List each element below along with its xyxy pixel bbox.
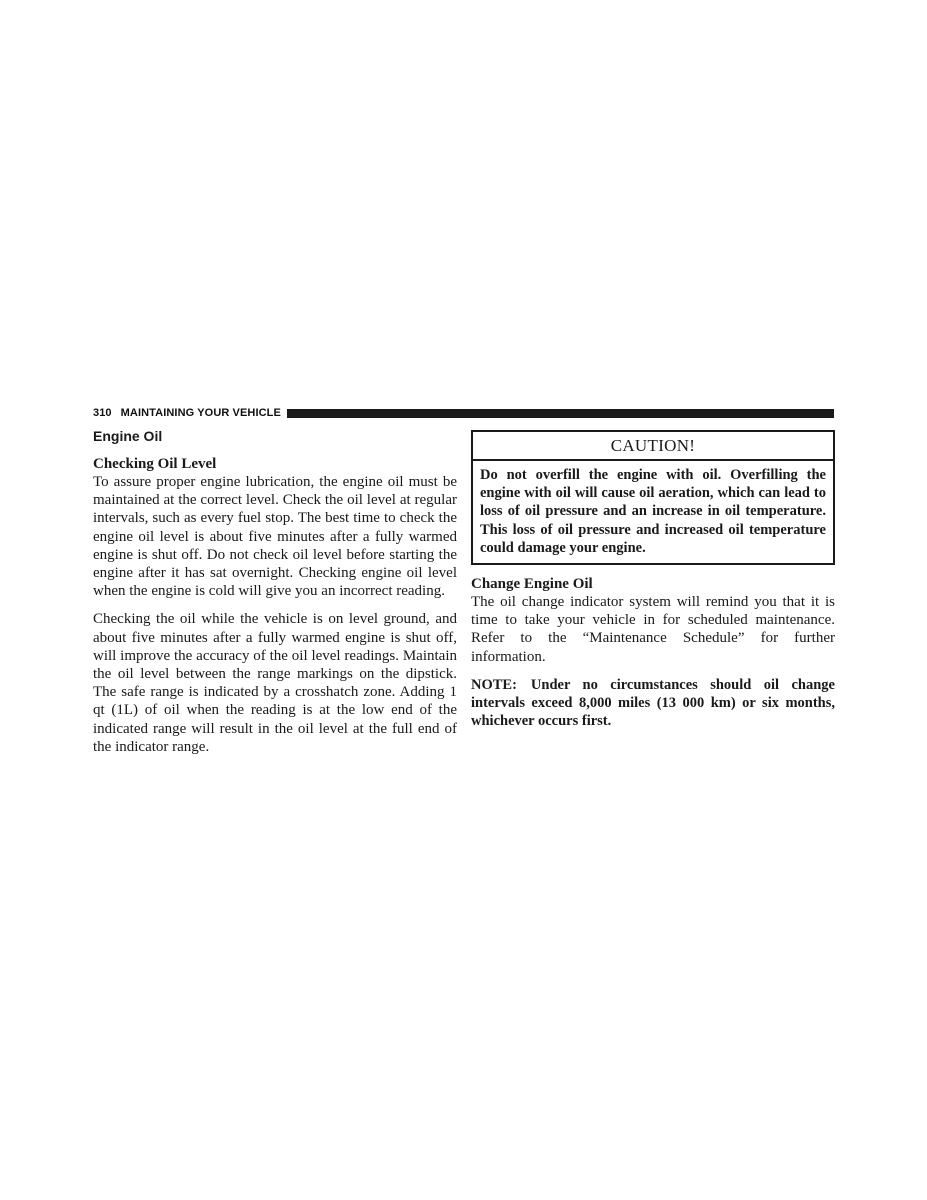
engine-oil-heading: Engine Oil: [93, 428, 163, 444]
caution-title: CAUTION!: [473, 432, 833, 461]
header-rule: [287, 409, 834, 418]
note-label: NOTE:: [471, 676, 517, 693]
checking-oil-paragraph-1: To assure proper engine lubrication, the engine oil must be maintained at the correct level. Check the oil level at regular intervals, such as every fuel stop. The best time to check the engine oil level is about five minutes after a fully warmed engine is shut off. Do not check oil level before starting the engine after it has sat overnight. Checking engine oil level when the engine is cold will give you an incorrect reading.: [93, 474, 457, 600]
note-text: Under no circumstances should oil change intervals exceed 8,000 miles (13 000 km) or six months, whichever occurs first.: [471, 676, 835, 730]
left-column: [93, 428, 457, 756]
checking-oil-paragraph-2: Checking the oil while the vehicle is on level ground, and about five minutes after a fully warmed engine is shut off, will improve the accuracy of the oil level readings. Maintain the oil level between the range markings on the dipstick. The safe range is indicated by a crosshatch zone. Adding 1 qt (1L) of oil when the reading is at the low end of the indicated range will result in the oil level at the full end of the indicator range.: [93, 611, 457, 755]
page-header: [93, 406, 834, 420]
caution-box: [471, 430, 835, 565]
caution-text: Do not overfill the engine with oil. Overfilling the engine with oil will cause oil aeration, which can lead to loss of oil pressure and an increase in oil temperature. This loss of oil pressure and increased oil temperature could damage your engine.: [480, 467, 826, 556]
checking-oil-level-heading: Checking Oil Level: [93, 456, 217, 472]
change-engine-oil-paragraph: The oil change indicator system will remind you that it is time to take your vehicle in for scheduled maintenance. Refer to the “Maintenance Schedule” for further information.: [471, 594, 835, 665]
section-title: MAINTAINING YOUR VEHICLE: [120, 407, 281, 419]
note: [471, 676, 835, 731]
page-number: 310: [93, 407, 112, 419]
change-engine-oil-heading: Change Engine Oil: [471, 576, 593, 593]
right-column: [471, 428, 835, 730]
